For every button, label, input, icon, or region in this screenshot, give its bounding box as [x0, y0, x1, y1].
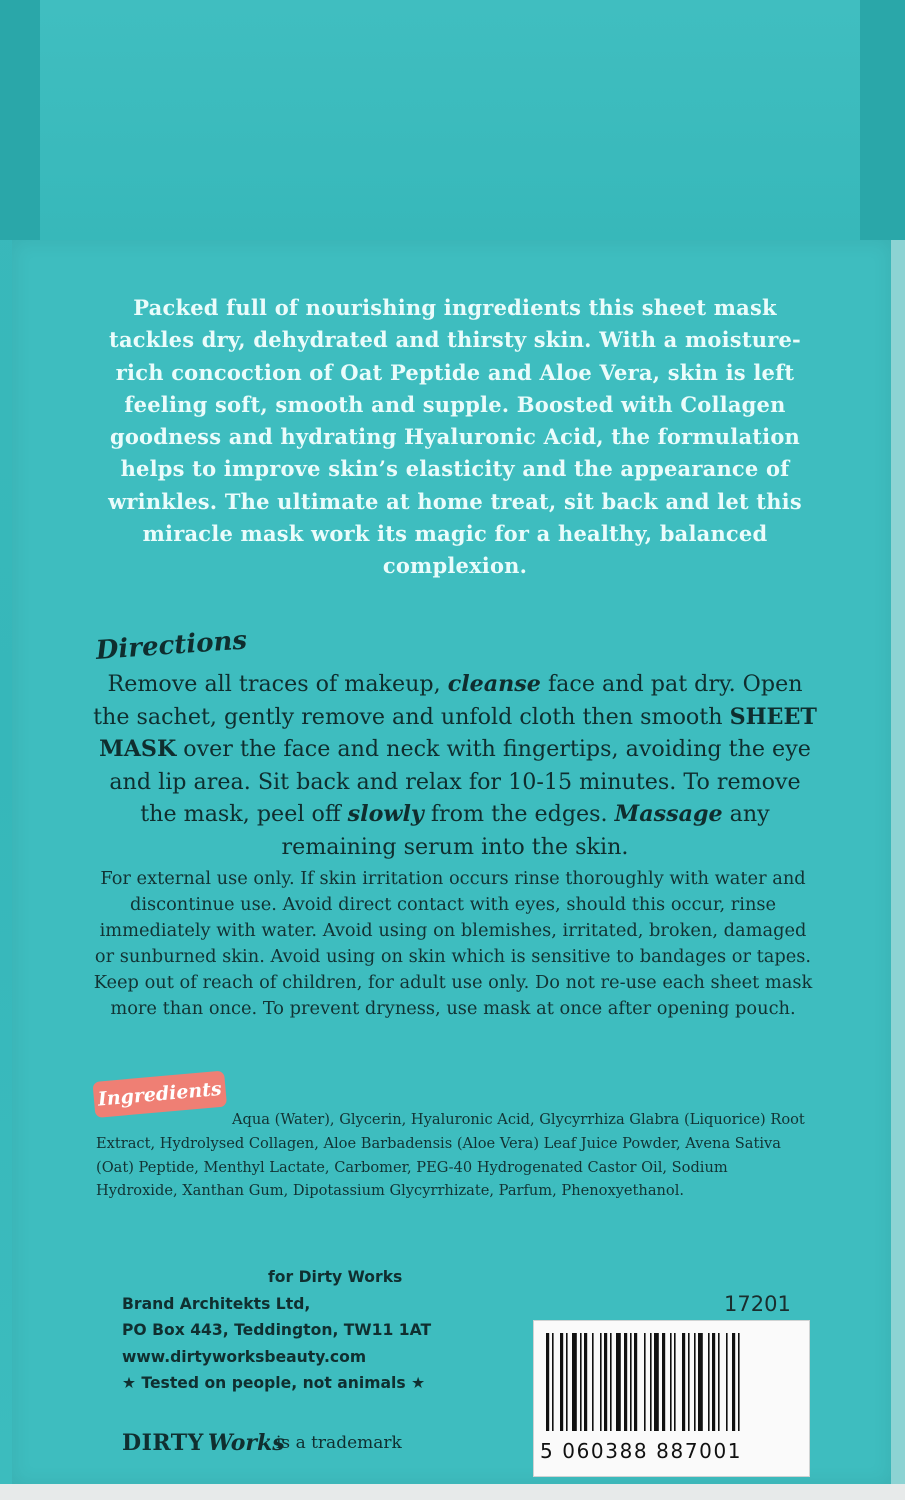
barcode-bars [544, 1333, 799, 1431]
barcode-bar [694, 1333, 696, 1431]
directions-part: over the face and neck with fingertips, avoiding the eye and lip area. Sit back and relax for 10-15 minutes. To remove the mask, peel off [109, 736, 811, 827]
barcode-bar [616, 1333, 621, 1431]
barcode-bar [560, 1333, 563, 1431]
barcode-bar [662, 1333, 665, 1431]
barcode-bar [566, 1333, 568, 1431]
address-for: for Dirty Works [268, 1268, 403, 1286]
barcode-bar [630, 1333, 632, 1431]
box-top-flap [40, 0, 860, 243]
ingredients-label: Ingredients [97, 1077, 223, 1111]
directions-massage: Massage [614, 801, 723, 827]
trademark-text: is a trademark [276, 1433, 402, 1453]
directions-part: Remove all traces of makeup, [107, 671, 448, 697]
barcode-bar [610, 1333, 612, 1431]
directions-sheet-mask: SHEET MASK [99, 703, 817, 762]
ingredients-list: Aqua (Water), Glycerin, Hyaluronic Acid, Glycyrrhiza Glabra (Liquorice) Root Extract, Hydrolysed Collagen, Aloe Barbadensis (Aloe Vera) Leaf Juice Powder, Avena Sativa (Oat) Peptide, Menthyl Lactate, Carbomer, PEG-40 Hydrogenated Castor Oil, Sodium Hydroxide, Xanthan Gum, Dipotassium Glycyrrhizate, Parfum, Phenoxyethanol. [96, 1111, 805, 1200]
logo-dirty: DIRTY [122, 1430, 204, 1456]
barcode-bar [546, 1333, 549, 1431]
barcode [533, 1320, 810, 1477]
directions-part: from the edges. [423, 801, 615, 827]
barcode-bar [718, 1333, 720, 1431]
directions-text [90, 668, 820, 863]
box-flap-edge-left [0, 0, 40, 240]
barcode-bar [624, 1333, 627, 1431]
directions-slowly: slowly [347, 801, 424, 827]
barcode-digits: 5 060388 887001 [540, 1439, 743, 1463]
directions-title: Directions [94, 625, 248, 666]
barcode-bar [732, 1333, 735, 1431]
barcode-bar [552, 1333, 554, 1431]
barcode-bar [644, 1333, 646, 1431]
barcode-bar [600, 1333, 602, 1431]
address-website: www.dirtyworksbeauty.com [122, 1347, 367, 1366]
barcode-bar [674, 1333, 676, 1431]
directions-part: face and pat dry. Open the sachet, gently remove and unfold cloth then smooth [93, 671, 803, 730]
barcode-bar [592, 1333, 594, 1431]
barcode-bar [708, 1333, 710, 1431]
logo-works: Works [207, 1430, 285, 1456]
address-po-box: PO Box 443, Teddington, TW11 1AT [122, 1321, 432, 1340]
barcode-bar [670, 1333, 672, 1431]
barcode-bar [654, 1333, 659, 1431]
safety-warning: For external use only. If skin irritation occurs rinse thoroughly with water and discontinue use. Avoid direct contact with eyes, should this occur, rinse immediately with water. Avoid using on blemishes, irritated, broken, damaged or sunburned skin. Avoid using on skin which is sensitive to bandages or tapes. Keep out of reach of children, for adult use only. Do not re-use each sheet mask more than once. To prevent dryness, use mask at once after opening pouch. [93, 868, 813, 1019]
barcode-bar [726, 1333, 728, 1431]
barcode-bar [572, 1333, 577, 1431]
barcode-bar [698, 1333, 703, 1431]
barcode-bar [584, 1333, 587, 1431]
barcode-bar [604, 1333, 607, 1431]
box-right-edge [891, 240, 905, 1485]
barcode-bar [712, 1333, 715, 1431]
barcode-bar [634, 1333, 637, 1431]
tested-claim: ★ Tested on people, not animals ★ [122, 1373, 426, 1392]
barcode-bar [580, 1333, 582, 1431]
product-description: Packed full of nourishing ingredients this sheet mask tackles dry, dehydrated and thirsty skin. With a moisture-rich concoction of Oat Peptide and Aloe Vera, skin is left feeling soft, smooth and supple. Boosted with Collagen goodness and hydrating Hyaluronic Acid, the formulation helps to improve skin’s elasticity and the appearance of wrinkles. The ultimate at home treat, sit back and let this miracle mask work its magic for a healthy, balanced complexion. [108, 295, 802, 579]
product-code: 17201 [724, 1292, 791, 1316]
barcode-bar [650, 1333, 652, 1431]
barcode-bar [738, 1333, 740, 1431]
barcode-bar [688, 1333, 690, 1431]
address-company: Brand Architekts Ltd, [122, 1295, 311, 1313]
directions-cleanse: cleanse [447, 671, 541, 697]
address-block [122, 1291, 431, 1396]
box-bottom-edge [0, 1484, 905, 1500]
dirty-works-logo [122, 1430, 285, 1456]
directions-part: any remaining serum into the skin. [281, 801, 770, 860]
barcode-bar [682, 1333, 685, 1431]
box-flap-edge-right [860, 0, 905, 240]
